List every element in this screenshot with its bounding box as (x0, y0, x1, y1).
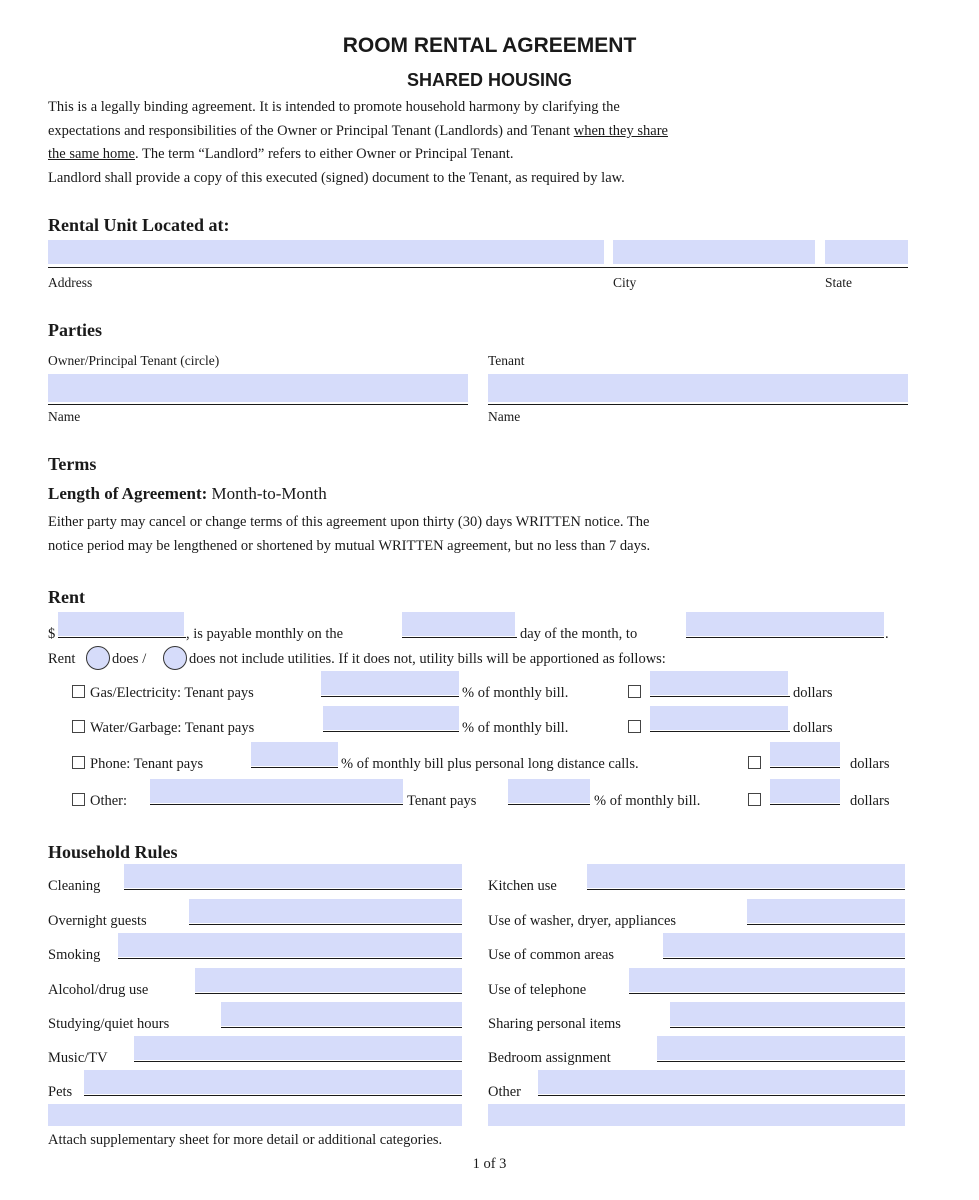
rent-period: . (885, 626, 889, 642)
rule-input-extra-left[interactable] (48, 1104, 462, 1126)
rule-underline-common-areas (663, 958, 905, 959)
gas-electricity-pct-underline (321, 696, 459, 697)
rule-underline-studying-quiet-hours (221, 1027, 462, 1028)
rent-amount-input[interactable] (58, 612, 184, 636)
phone-pct-text: % of monthly bill plus personal long distance calls. (341, 756, 639, 772)
terms-line-2: notice period may be lengthened or shortened by mutual WRITTEN agreement, but no less than 7 days. (48, 538, 651, 554)
other-utility-pct-underline (508, 804, 590, 805)
rule-label-sharing-items: Sharing personal items (488, 1016, 621, 1032)
day-of-month-text: day of the month, to (520, 626, 638, 642)
rule-label-studying-quiet-hours: Studying/quiet hours (48, 1016, 170, 1032)
state-input[interactable] (825, 240, 908, 264)
rule-underline-alcohol-drug-use (195, 993, 462, 994)
phone-dollars-underline (770, 767, 840, 768)
rule-label-common-areas: Use of common areas (488, 947, 615, 963)
other-utility-name-underline (150, 804, 403, 805)
document-title: ROOM RENTAL AGREEMENT (342, 34, 637, 57)
rent-day-input[interactable] (402, 612, 515, 636)
parties-heading: Parties (48, 320, 102, 340)
document-subtitle: SHARED HOUSING (406, 70, 572, 90)
rule-label-washer-dryer: Use of washer, dryer, appliances (488, 913, 677, 929)
rule-label-bedroom-assignment: Bedroom assignment (488, 1050, 611, 1066)
other-utility-dollars-checkbox[interactable] (748, 793, 761, 806)
rent-day-underline (402, 637, 517, 638)
rental-unit-heading: Rental Unit Located at: (48, 215, 230, 235)
gas-electricity-dollars-input[interactable] (650, 671, 788, 695)
other-utility-pct-input[interactable] (508, 779, 590, 803)
rule-label-cleaning: Cleaning (48, 878, 101, 894)
rule-underline-kitchen-use (587, 889, 905, 890)
address-underline (48, 267, 908, 268)
owner-name-input[interactable] (48, 374, 468, 402)
rule-underline-washer-dryer (747, 924, 905, 925)
rent-payee-input[interactable] (686, 612, 884, 636)
rule-input-kitchen-use[interactable] (587, 864, 905, 888)
terms-line-1: Either party may cancel or change terms of this agreement upon thirty (30) days WRITTEN notice. The (48, 514, 650, 530)
gas-electricity-dollars-text: dollars (793, 685, 833, 701)
tenant-label: Tenant (488, 353, 525, 368)
length-of-agreement: Length of Agreement: Month-to-Month (48, 484, 327, 503)
dollar-sign: $ (48, 626, 56, 642)
household-rules-heading: Household Rules (48, 842, 178, 862)
rule-underline-music-tv (134, 1061, 462, 1062)
phone-dollars-checkbox[interactable] (748, 756, 761, 769)
rule-input-sharing-items[interactable] (670, 1002, 905, 1026)
water-garbage-dollars-text: dollars (793, 720, 833, 736)
rule-label-other: Other (488, 1084, 522, 1100)
other-utility-dollars-text: dollars (850, 793, 890, 809)
tenant-name-input[interactable] (488, 374, 908, 402)
water-garbage-checkbox[interactable] (72, 720, 85, 733)
intro-line-1: This is a legally binding agreement. It is intended to promote household harmony by clarifying the (48, 99, 620, 115)
address-label: Address (48, 275, 93, 290)
rule-underline-pets (84, 1095, 462, 1096)
rent-does-text: does / (112, 651, 147, 667)
rule-underline-telephone (629, 993, 905, 994)
other-utility-dollars-underline (770, 804, 840, 805)
page-number: 1 of 3 (472, 1156, 507, 1172)
gas-electricity-checkbox[interactable] (72, 685, 85, 698)
phone-checkbox[interactable] (72, 756, 85, 769)
water-garbage-dollars-checkbox[interactable] (628, 720, 641, 733)
rule-label-smoking: Smoking (48, 947, 101, 963)
tenant-name-underline (488, 404, 908, 405)
gas-electricity-dollars-underline (650, 696, 790, 697)
rent-word: Rent (48, 651, 76, 667)
other-utility-pct-text: % of monthly bill. (594, 793, 701, 809)
intro-line-3: the same home. The term “Landlord” refers to either Owner or Principal Tenant. (48, 146, 514, 162)
rule-input-music-tv[interactable] (134, 1036, 462, 1060)
water-garbage-dollars-input[interactable] (650, 706, 788, 730)
rule-label-pets: Pets (48, 1084, 73, 1100)
rule-label-kitchen-use: Kitchen use (488, 878, 557, 894)
gas-electricity-pct-text: % of monthly bill. (462, 685, 569, 701)
rule-input-studying-quiet-hours[interactable] (221, 1002, 462, 1026)
other-utility-tenant-pays: Tenant pays (407, 793, 477, 809)
water-garbage-pct-underline (323, 731, 459, 732)
water-garbage-pct-text: % of monthly bill. (462, 720, 569, 736)
phone-label: Phone: Tenant pays (90, 756, 204, 772)
other-utility-name-input[interactable] (150, 779, 403, 803)
water-garbage-label: Water/Garbage: Tenant pays (90, 720, 255, 736)
rent-amount-underline (58, 637, 186, 638)
rule-label-alcohol-drug-use: Alcohol/drug use (48, 982, 149, 998)
rule-underline-smoking (118, 958, 462, 959)
rule-underline-cleaning (124, 889, 462, 890)
gas-electricity-label: Gas/Electricity: Tenant pays (90, 685, 254, 701)
rule-input-smoking[interactable] (118, 933, 462, 957)
water-garbage-dollars-underline (650, 731, 790, 732)
attach-note: Attach supplementary sheet for more detail or additional categories. (48, 1132, 443, 1148)
terms-heading: Terms (48, 454, 97, 474)
rule-underline-sharing-items (670, 1027, 905, 1028)
address-input[interactable] (48, 240, 604, 264)
rule-input-pets[interactable] (84, 1070, 462, 1094)
rent-payee-underline (686, 637, 884, 638)
city-label: City (613, 275, 637, 290)
owner-name-underline (48, 404, 468, 405)
rule-input-bedroom-assignment[interactable] (657, 1036, 905, 1060)
intro-line-4: Landlord shall provide a copy of this executed (signed) document to the Tenant, as required by law. (48, 170, 625, 186)
rule-underline-other (538, 1095, 905, 1096)
other-utility-checkbox[interactable] (72, 793, 85, 806)
phone-pct-underline (251, 767, 338, 768)
owner-label: Owner/Principal Tenant (circle) (48, 353, 220, 368)
rent-heading: Rent (48, 587, 85, 607)
state-label: State (825, 275, 852, 290)
phone-dollars-text: dollars (850, 756, 890, 772)
other-utility-label: Other: (90, 793, 128, 809)
rule-label-overnight-guests: Overnight guests (48, 913, 147, 929)
rule-input-telephone[interactable] (629, 968, 905, 992)
phone-pct-input[interactable] (251, 742, 338, 766)
intro-line-2: expectations and responsibilities of the Owner or Principal Tenant (Landlords) and Tenant when they share (48, 123, 668, 139)
rent-does-radio[interactable] (86, 646, 110, 670)
rent-does-not-radio[interactable] (163, 646, 187, 670)
rule-input-extra-right[interactable] (488, 1104, 905, 1126)
rent-does-not-text: does not include utilities. If it does not, utility bills will be apportioned as follows: (189, 651, 666, 667)
rule-label-music-tv: Music/TV (48, 1050, 108, 1066)
rule-input-washer-dryer[interactable] (747, 899, 905, 923)
gas-electricity-dollars-checkbox[interactable] (628, 685, 641, 698)
city-input[interactable] (613, 240, 815, 264)
tenant-name-label: Name (488, 409, 521, 424)
rule-input-common-areas[interactable] (663, 933, 905, 957)
rule-input-other[interactable] (538, 1070, 905, 1094)
rule-input-alcohol-drug-use[interactable] (195, 968, 462, 992)
other-utility-dollars-input[interactable] (770, 779, 840, 803)
owner-name-label: Name (48, 409, 81, 424)
phone-dollars-input[interactable] (770, 742, 840, 766)
rule-input-overnight-guests[interactable] (189, 899, 462, 923)
water-garbage-pct-input[interactable] (323, 706, 459, 730)
rule-underline-overnight-guests (189, 924, 462, 925)
gas-electricity-pct-input[interactable] (321, 671, 459, 695)
rule-label-telephone: Use of telephone (488, 982, 587, 998)
payable-text: , is payable monthly on the (186, 626, 344, 642)
rule-underline-bedroom-assignment (657, 1061, 905, 1062)
rule-input-cleaning[interactable] (124, 864, 462, 888)
